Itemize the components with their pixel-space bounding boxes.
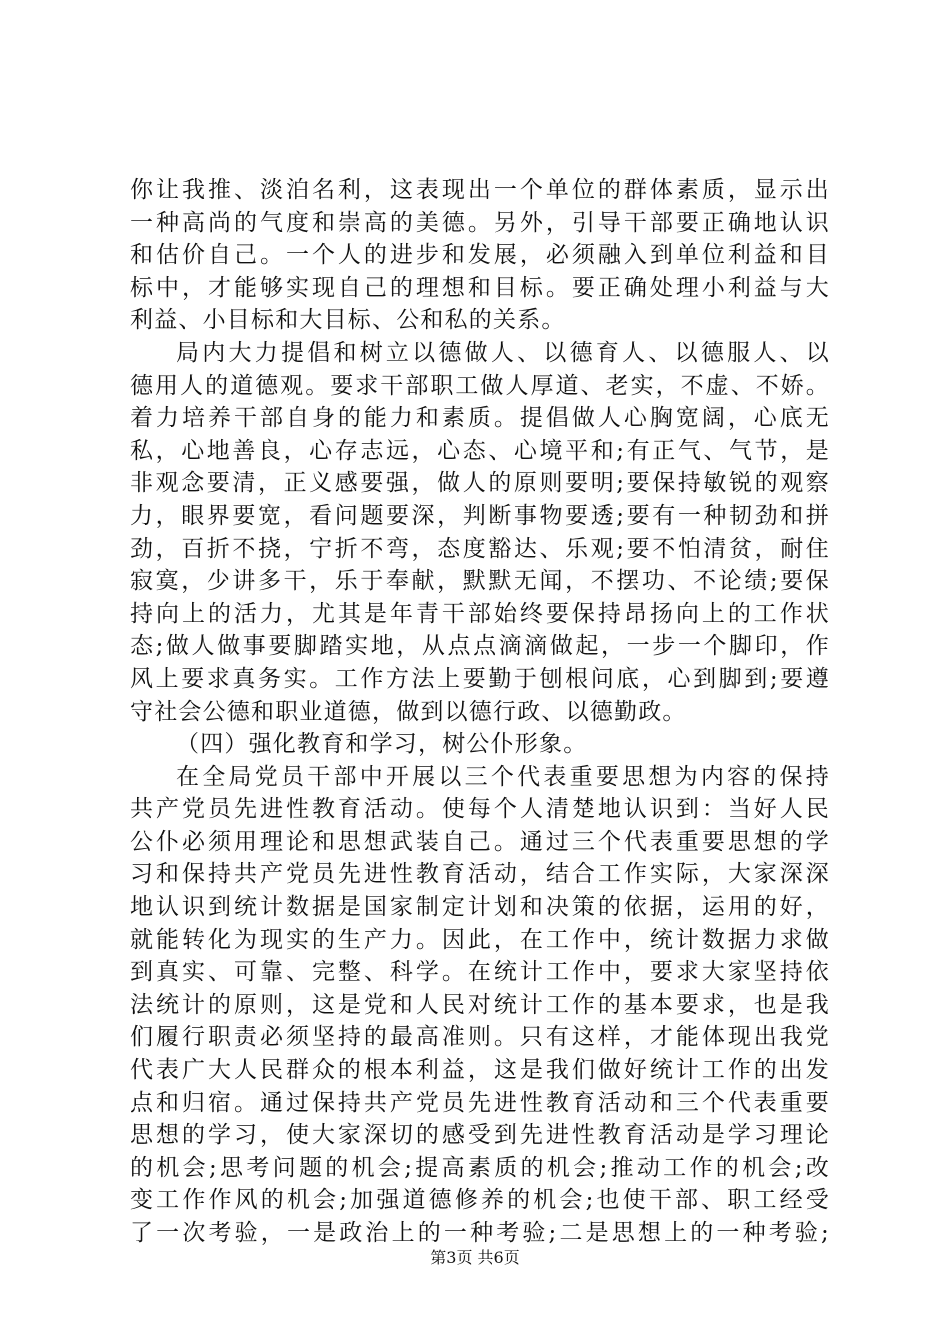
text-line: 私，心地善良，心存志远，心态、心境平和;有正气、气节，是 (130, 437, 830, 464)
text-line: 思想的学习，使大家深切的感受到先进性教育活动是学习理论 (130, 1122, 830, 1149)
text-line: 地认识到统计数据是国家制定计划和决策的依据，运用的好， (130, 894, 830, 921)
text-line: 变工作作风的机会;加强道德修养的机会;也使干部、职工经受 (130, 1187, 830, 1214)
text-line: 和估价自己。一个人的进步和发展，必须融入到单位利益和目 (130, 242, 830, 269)
text-line: 利益、小目标和大目标、公和私的关系。 (130, 307, 566, 334)
page-footer: 第3页 共6页 (430, 1248, 520, 1267)
text-line: 守社会公德和职业道德，做到以德行政、以德勤政。 (130, 698, 687, 725)
text-line: 代表广大人民群众的根本利益，这是我们做好统计工作的出发 (130, 1057, 830, 1084)
text-line: 标中，才能够实现自己的理想和目标。要正确处理小利益与大 (130, 274, 830, 301)
text-line: 点和归宿。通过保持共产党员先进性教育活动和三个代表重要 (130, 1089, 830, 1116)
text-line: 持向上的活力，尤其是年青干部始终要保持昂扬向上的工作状 (130, 600, 830, 627)
text-line: （四）强化教育和学习，树公仆形象。 (176, 731, 588, 758)
text-line: 共产党员先进性教育活动。使每个人清楚地认识到：当好人民 (130, 796, 830, 823)
text-line: 态;做人做事要脚踏实地，从点点滴滴做起，一步一个脚印，作 (130, 633, 830, 660)
text-line: 了一次考验，一是政治上的一种考验;二是思想上的一种考验; (130, 1220, 830, 1246)
text-line: 到真实、可靠、完整、科学。在统计工作中，要求大家坚持依 (130, 959, 830, 986)
text-line: 德用人的道德观。要求干部职工做人厚道、老实，不虚、不娇。 (130, 372, 830, 399)
text-line: 你让我推、淡泊名利，这表现出一个单位的群体素质，显示出 (130, 177, 830, 203)
body-text (130, 174, 830, 1250)
text-line: 在全局党员干部中开展以三个代表重要思想为内容的保持 (176, 763, 830, 790)
text-line: 局内大力提倡和树立以德做人、以德育人、以德服人、以 (176, 339, 830, 366)
text-line: 寂寞，少讲多干，乐于奉献，默默无闻，不摆功、不论绩;要保 (130, 568, 830, 595)
text-line: 着力培养干部自身的能力和素质。提倡做人心胸宽阔，心底无 (130, 405, 830, 432)
text-line: 力，眼界要宽，看问题要深，判断事物要透;要有一种韧劲和拼 (130, 502, 830, 529)
text-line: 就能转化为现实的生产力。因此，在工作中，统计数据力求做 (130, 926, 830, 953)
text-line: 风上要求真务实。工作方法上要勤于刨根问底，心到脚到;要遵 (130, 665, 830, 692)
text-line: 一种高尚的气度和崇高的美德。另外，引导干部要正确地认识 (130, 209, 830, 236)
text-line: 公仆必须用理论和思想武装自己。通过三个代表重要思想的学 (130, 828, 830, 855)
text-line: 习和保持共产党员先进性教育活动，结合工作实际，大家深深 (130, 861, 830, 888)
text-line: 非观念要清，正义感要强，做人的原则要明;要保持敏锐的观察 (130, 470, 830, 497)
text-line: 的机会;思考问题的机会;提高素质的机会;推动工作的机会;改 (130, 1154, 830, 1181)
text-line: 法统计的原则，这是党和人民对统计工作的基本要求，也是我 (130, 991, 830, 1018)
text-line: 劲，百折不挠，宁折不弯，态度豁达、乐观;要不怕清贫，耐住 (130, 535, 830, 562)
text-line: 们履行职责必须坚持的最高准则。只有这样，才能体现出我党 (130, 1024, 830, 1051)
